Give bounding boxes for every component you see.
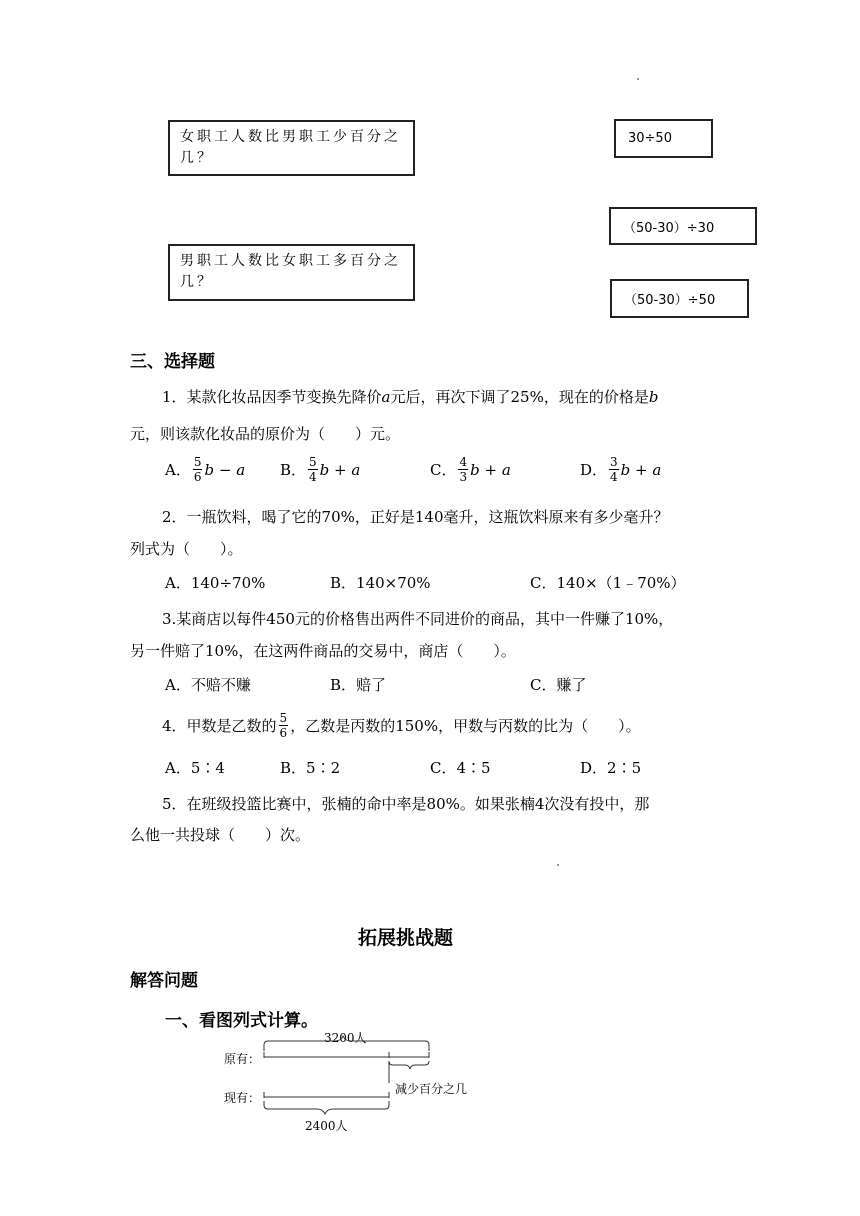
q3-option-b[interactable]: B．赔了	[330, 676, 387, 694]
denominator: 6	[279, 726, 288, 740]
numerator: 5	[309, 455, 317, 469]
option-label: A．	[165, 461, 191, 479]
q1-option-a[interactable]	[165, 455, 245, 484]
match-right-box-2: （50-30）÷30	[609, 207, 757, 245]
denominator: 4	[610, 470, 618, 484]
match-left-box-1: 女职工人数比男职工少百分之几？	[168, 120, 415, 176]
q3-line1: 3.某商店以每件450元的价格售出两件不同进价的商品，其中一件赚了10%，	[162, 610, 674, 628]
match-right-box-1: 30÷50	[614, 119, 713, 158]
q2-line1: 2．一瓶饮料，喝了它的70%，正好是140毫升，这瓶饮料原来有多少毫升？	[162, 508, 669, 526]
bottom-brace	[264, 1101, 389, 1114]
q2-line2: 列式为（ ）。	[130, 540, 243, 558]
numerator: 3	[610, 455, 618, 469]
option-label: B．	[280, 461, 307, 479]
q4-text: 4．甲数是乙数的	[162, 717, 277, 735]
option-expr: b + a	[470, 460, 511, 479]
q2-option-b[interactable]: B．140×70%	[330, 574, 431, 592]
fraction	[193, 455, 203, 484]
option-expr: b − a	[204, 460, 246, 479]
extension-subtitle: 解答问题	[130, 971, 198, 991]
numerator: 5	[279, 711, 288, 725]
numerator: 5	[193, 455, 202, 469]
option-expr: b + a	[319, 460, 361, 479]
speck	[637, 78, 639, 80]
now-label: 现有：	[224, 1091, 261, 1105]
fraction	[308, 455, 318, 484]
q1-option-d[interactable]	[580, 455, 661, 484]
q3-option-a[interactable]: A．不赔不赚	[165, 676, 251, 694]
decrease-label: 减少百分之几	[395, 1082, 468, 1096]
option-expr: b + a	[620, 460, 662, 479]
bottom-total-label: 2400人	[305, 1119, 348, 1133]
option-label: C．	[430, 461, 457, 479]
section-title: 三、选择题	[130, 352, 215, 372]
q5-line1: 5．在班级投篮比赛中，张楠的命中率是80%。如果张楠4次没有投中，那	[162, 795, 650, 813]
q1-text: 1．某款化妆品因季节变换先降价	[162, 388, 382, 406]
q1-var-a: a	[381, 388, 391, 406]
q1-option-b[interactable]	[280, 455, 360, 484]
original-label: 原有：	[224, 1052, 261, 1066]
top-total-label: 3200人	[324, 1031, 367, 1045]
q4-option-b[interactable]: B．5∶2	[280, 759, 341, 777]
fraction	[279, 711, 289, 740]
denominator: 3	[459, 470, 468, 484]
match-left-box-2: 男职工人数比女职工多百分之几？	[168, 244, 415, 301]
q1-option-c[interactable]	[430, 455, 511, 484]
denominator: 6	[193, 470, 202, 484]
q2-option-a[interactable]: A．140÷70%	[165, 574, 266, 592]
q4-text-post: ，乙数是丙数的150%，甲数与丙数的比为（ ）。	[290, 717, 641, 735]
q1-line1	[162, 386, 658, 407]
q2-option-c[interactable]: C．140×（1﹣70%）	[530, 574, 686, 592]
top-brace	[264, 1036, 429, 1051]
q1-var-b: b	[648, 388, 659, 406]
speck	[557, 864, 559, 866]
denominator: 4	[309, 470, 317, 484]
q3-line2: 另一件赔了10%，在这两件商品的交易中，商店（ ）。	[130, 642, 516, 660]
fraction	[458, 455, 468, 484]
bar-diagram-lines	[255, 1035, 440, 1125]
option-label: D．	[580, 461, 608, 479]
q1-text-mid: 元后，再次下调了25%，现在的价格是	[390, 388, 649, 406]
extension-title: 拓展挑战题	[358, 927, 454, 949]
q4-line	[162, 711, 641, 740]
extension-question-title: 一、看图列式计算。	[165, 1011, 318, 1031]
q5-line2: 么他一共投球（ ）次。	[130, 826, 311, 844]
q4-option-a[interactable]: A．5∶4	[165, 759, 225, 777]
fraction	[609, 455, 619, 484]
q4-option-d[interactable]: D．2∶5	[580, 759, 642, 777]
numerator: 4	[459, 455, 468, 469]
q1-line2: 元，则该款化妆品的原价为（ ）元。	[130, 425, 401, 443]
q4-option-c[interactable]: C．4∶5	[430, 759, 491, 777]
q3-option-c[interactable]: C．赚了	[530, 676, 587, 694]
decrease-brace	[389, 1061, 429, 1069]
match-right-box-3: （50-30）÷50	[610, 279, 749, 318]
